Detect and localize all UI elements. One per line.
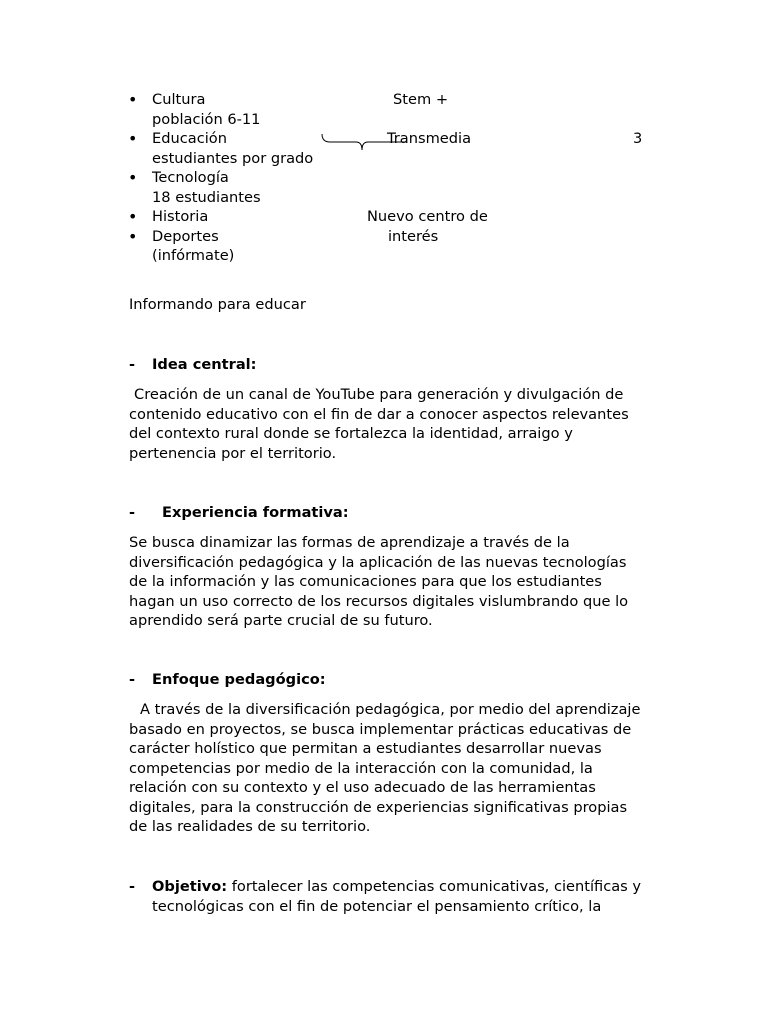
experiencia-heading: Experiencia formativa: bbox=[162, 504, 349, 521]
paragraph-line: competencias por medio de la interacción con la comunidad, la bbox=[129, 759, 593, 777]
paragraph-line: pertenencia por el territorio. bbox=[129, 444, 337, 462]
topic-deportes: Deportes bbox=[152, 228, 219, 245]
bullet-marker: • bbox=[128, 90, 138, 109]
paragraph-line: del contexto rural donde se fortalezca la identidad, arraigo y bbox=[129, 425, 573, 442]
objetivo-paragraph bbox=[152, 877, 672, 916]
bullet-marker: • bbox=[128, 207, 138, 226]
transmedia-label: Transmedia bbox=[387, 130, 472, 147]
bullet-marker: • bbox=[128, 227, 138, 246]
idea-paragraph bbox=[129, 385, 664, 463]
paragraph-line: digitales, para la construcción de experiencias significativas propias bbox=[129, 798, 628, 816]
section-dash: - bbox=[129, 671, 136, 688]
enfoque-paragraph bbox=[129, 700, 669, 837]
paragraph-line: Creación de un canal de YouTube para generación y divulgación de bbox=[134, 386, 624, 403]
enfoque-heading: Enfoque pedagógico: bbox=[152, 671, 326, 688]
paragraph-line: de las realidades de su territorio. bbox=[129, 818, 371, 835]
bullet-marker: • bbox=[128, 129, 138, 148]
paragraph-line: carácter holístico que permitan a estudiantes desarrollar nuevas bbox=[129, 740, 602, 757]
slogan: Informando para educar bbox=[129, 296, 306, 313]
objetivo-text: fortalecer las competencias comunicativas, científicas y bbox=[227, 878, 642, 895]
stem-label: Stem + bbox=[393, 91, 449, 108]
section-dash: - bbox=[129, 504, 136, 521]
topic-deportes-sub: (infórmate) bbox=[152, 247, 235, 264]
paragraph-line: aprendido será parte crucial de su futuro. bbox=[129, 612, 433, 629]
section-dash: - bbox=[129, 878, 136, 895]
topic-tecnologia-sub: 18 estudiantes bbox=[152, 189, 261, 206]
centro-label-line2: interés bbox=[388, 228, 439, 245]
brace-connector-icon bbox=[320, 132, 410, 154]
centro-label-line1: Nuevo centro de bbox=[367, 208, 488, 225]
objetivo-line bbox=[152, 877, 672, 897]
paragraph-line: de la información y las comunicaciones para que los estudiantes bbox=[129, 573, 602, 590]
objetivo-heading: Objetivo: bbox=[152, 878, 228, 895]
paragraph-line: diversificación pedagógica y la aplicación de las nuevas tecnologías bbox=[129, 553, 627, 571]
number-label: 3 bbox=[633, 130, 643, 147]
section-dash: - bbox=[129, 356, 136, 373]
paragraph-line: A través de la diversificación pedagógica, por medio del aprendizaje bbox=[140, 701, 641, 718]
topic-cultura: Cultura bbox=[152, 91, 206, 108]
experiencia-paragraph bbox=[129, 533, 664, 631]
paragraph-line: basado en proyectos, se busca implementar prácticas educativas de bbox=[129, 720, 632, 738]
topic-educacion-sub: estudiantes por grado bbox=[152, 150, 314, 167]
paragraph-line: contenido educativo con el fin de dar a conocer aspectos relevantes bbox=[129, 405, 629, 423]
topic-historia: Historia bbox=[152, 208, 209, 225]
paragraph-line: Se busca dinamizar las formas de aprendizaje a través de la bbox=[129, 534, 570, 551]
topic-educacion: Educación bbox=[152, 130, 227, 147]
topic-cultura-sub: población 6-11 bbox=[152, 111, 261, 128]
bullet-marker: • bbox=[128, 168, 138, 187]
topic-tecnologia: Tecnología bbox=[152, 169, 229, 186]
paragraph-line: relación con su contexto y el uso adecuado de las herramientas bbox=[129, 779, 596, 796]
idea-heading: Idea central: bbox=[152, 356, 257, 373]
paragraph-line: hagan un uso correcto de los recursos digitales vislumbrando que lo bbox=[129, 592, 629, 610]
objetivo-line: tecnológicas con el fin de potenciar el pensamiento crítico, la bbox=[152, 897, 602, 915]
